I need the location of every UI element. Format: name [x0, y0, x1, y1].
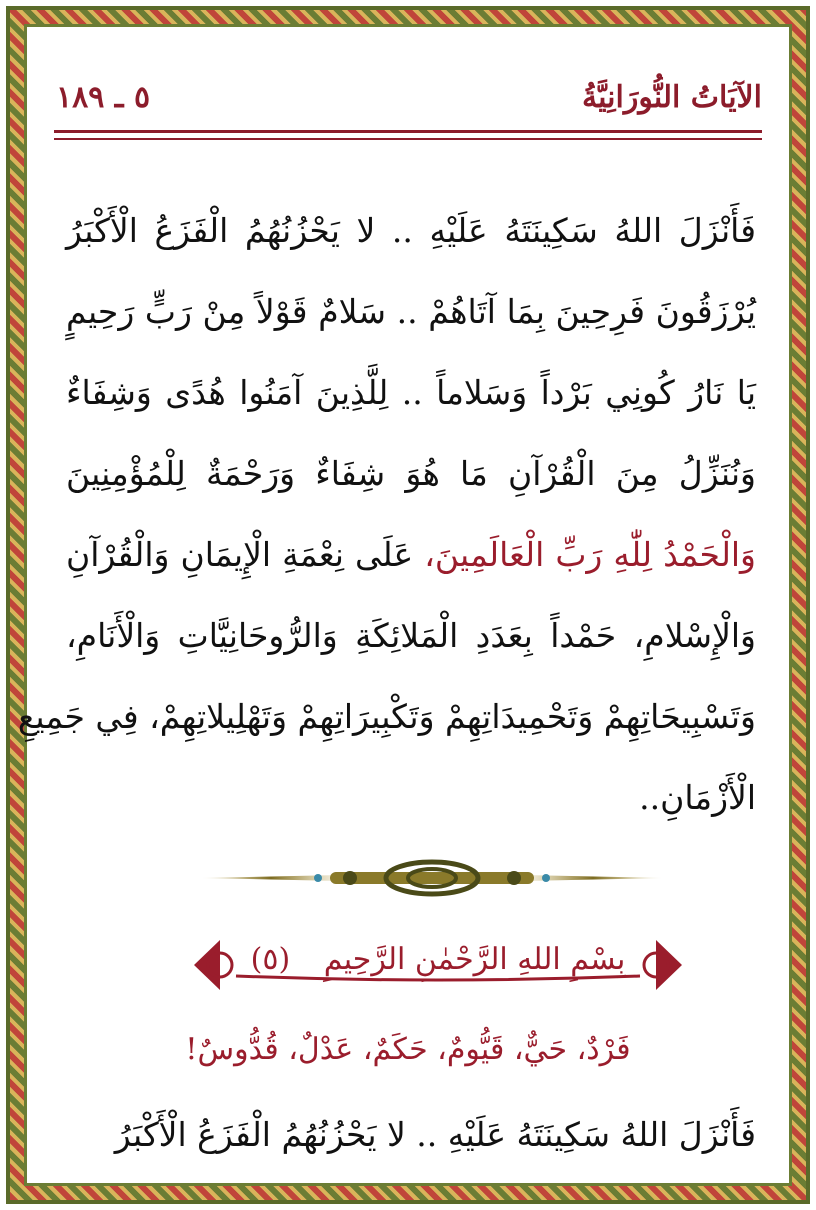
basmala-banner: [190, 930, 686, 1000]
book-title: الآيَاتُ النُّورَانِيَّةُ: [582, 80, 762, 115]
text-line: فَأَنْزَلَ اللهُ سَكِينَتَهُ عَلَيْهِ .. لا يَحْزُنُهُمُ الْفَزَعُ الْأَكْبَرُ: [114, 1115, 756, 1154]
text-line: وَنُنَزِّلُ مِنَ الْقُرْآنِ مَا هُوَ شِفَاءٌ وَرَحْمَةٌ لِلْمُؤْمِنِينَ: [66, 454, 756, 493]
header-rule: [54, 130, 762, 133]
text-line: يَا نَارُ كُونِي بَرْداً وَسَلاماً .. لِلَّذِينَ آمَنُوا هُدًى وَشِفَاءٌ: [66, 373, 756, 412]
text-line: وَالْإِسْلامِ، حَمْداً بِعَدَدِ الْمَلائِكَةِ وَالرُّوحَانِيَّاتِ وَالْأَنَامِ،: [66, 616, 756, 655]
main-text: [17, 190, 756, 838]
page-header: [50, 72, 770, 120]
hamd-line: [66, 514, 756, 595]
divine-names: فَرْدٌ، حَيٌّ، قَيُّومٌ، حَكَمٌ، عَدْلٌ، قُدُّوسٌ!: [185, 1032, 631, 1067]
page: [17, 30, 786, 1180]
basmala-text: بِسْمِ اللهِ الرَّحْمٰنِ الرَّحِيمِ: [323, 942, 626, 977]
hamd-continuation: عَلَى نِعْمَةِ الْإِيمَانِ وَالْقُرْآنِ: [66, 535, 425, 574]
header-rule-thin: [54, 138, 762, 140]
text-line: فَأَنْزَلَ اللهُ سَكِينَتَهُ عَلَيْهِ .. لا يَحْزُنُهُمُ الْفَزَعُ الْأَكْبَرُ: [66, 211, 756, 250]
text-line: يُرْزَقُونَ فَرِحِينَ بِمَا آتَاهُمْ .. سَلامٌ قَوْلاً مِنْ رَبٍّ رَحِيمٍ: [66, 292, 756, 331]
divider-ornament-icon: [200, 858, 664, 898]
section-number: (٥): [250, 942, 291, 977]
text-line: الْأَزْمَانِ..: [639, 778, 756, 817]
basmala: [250, 942, 626, 977]
page-number: ٥ ـ ١٨٩: [56, 80, 151, 115]
hamd-highlight: وَالْحَمْدُ لِلّٰهِ رَبِّ الْعَالَمِينَ،: [424, 535, 756, 574]
text-line: وَتَسْبِيحَاتِهِمْ وَتَحْمِيدَاتِهِمْ وَتَكْبِيرَاتِهِمْ وَتَهْلِيلاتِهِمْ، فِي جَمِيعِ: [17, 697, 756, 736]
